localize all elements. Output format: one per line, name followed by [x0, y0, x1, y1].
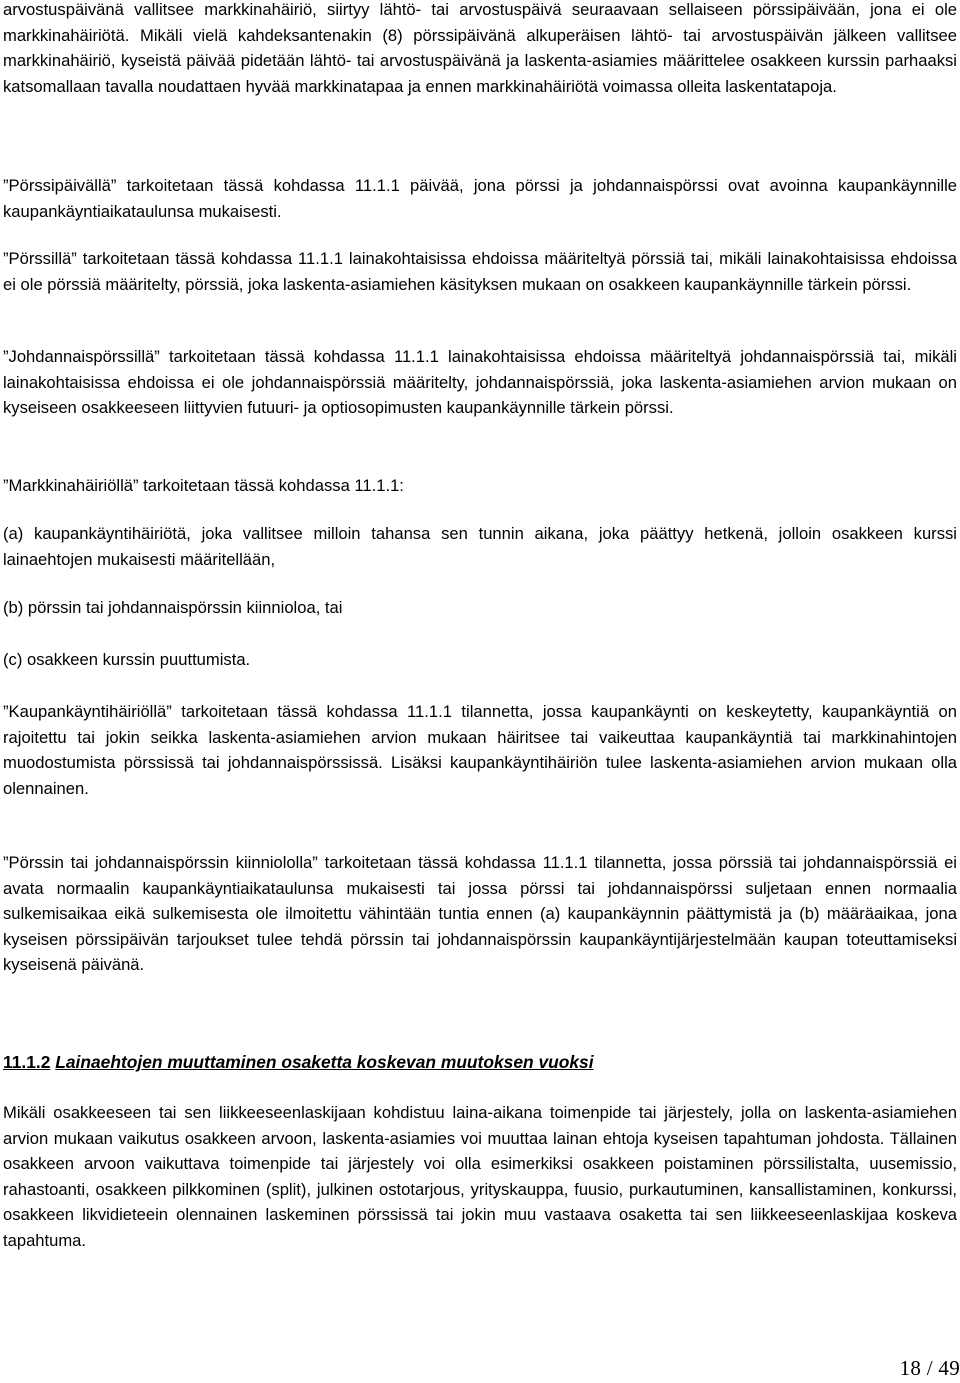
paragraph-exchange-closure-definition: ”Pörssin tai johdannaispörssin kiinniololla” tarkoitetaan tässä kohdassa 11.1.1 tilannetta, jossa pörssiä tai johdannaispörssiä ei avata normaalin kaupankäyntiaikataulunsa mukaisesti tai jossa pörssi tai johdannaispörssi suljetaan ennen normaalia sulkemisaikaa eikä sulkemisesta ole ilmoitettu vähintään tuntia ennen (a) kaupankäynnin päättymistä ja (b) määräaikaa, jona kyseisen pörssipäivän tarjoukset tulee tehdä pörssin tai johdannaispörssin kaupankäyntijärjestelmään kaupan toteuttamiseksi kyseisenä päivänä. — [3, 853, 957, 975]
paragraph-exchange-definition: ”Pörssillä” tarkoitetaan tässä kohdassa 11.1.1 lainakohtaisissa ehdoissa määriteltyä pörssiä tai, mikäli lainakohtaisissa ehdoissa ei ole pörssiä määritelty, pörssiä, joka laskenta-asiamiehen käsityksen mukaan on osakkeen kaupankäynnille tärkein pörssi. — [3, 249, 957, 294]
paragraph-derivatives-exchange-definition: ”Johdannaispörssillä” tarkoitetaan tässä kohdassa 11.1.1 lainakohtaisissa ehdoissa määriteltyä johdannaispörssiä tai, mikäli lainakohtaisissa ehdoissa ei ole johdannaispörssiä määritelty, johdannaispörssiä, joka laskenta-asiamiehen arvion mukaan on kyseiseen osakkeeseen liittyvien futuuri- ja optiosopimusten kaupankäynnille tärkein pörssi. — [3, 347, 957, 418]
paragraph-market-disruption-intro: arvostuspäivänä vallitsee markkinahäiriö, siirtyy lähtö- tai arvostuspäivä seuraavaan sellaiseen pörssipäivään, jona ei ole markkinahäiriötä. Mikäli vielä kahdeksantenakin (8) pörssipäivänä alkuperäisen lähtö- tai arvostuspäivän jälkeen vallitsee markkinahäiriö, kyseistä päivää pidetään lähtö- tai arvostuspäivänä ja laskenta-asiamies määrittelee osakkeen kurssin parhaaksi katsomallaan tavalla noudattaen hyvää markkinatapaa ja ennen markkinahäiriötä voimassa olleita laskentatapoja. — [3, 0, 957, 96]
section-number: 11.1.2 — [3, 1052, 51, 1072]
list-item-b: (b) pörssin tai johdannaispörssin kiinnioloa, tai — [3, 598, 343, 617]
paragraph-trading-disruption-definition: ”Kaupankäyntihäiriöllä” tarkoitetaan tässä kohdassa 11.1.1 tilannetta, jossa kaupankäynti on keskeytetty, kaupankäyntiä on rajoitettu tai jokin seikka laskenta-asiamiehen arvion mukaan häiritsee tai vaikeuttaa kaupankäyntiä tai markkinahintojen muodostumista pörssissä tai johdannaispörssissä. Lisäksi kaupankäyntihäiriön tulee laskenta-asiamiehen arvion mukaan olla olennainen. — [3, 702, 957, 798]
paragraph-exchange-day-definition: ”Pörssipäivällä” tarkoitetaan tässä kohdassa 11.1.1 päivää, jona pörssi ja johdannaispörssi ovat avoinna kaupankäynnille kaupankäyntiaikataulunsa mukaisesti. — [3, 176, 957, 221]
section-title: Lainaehtojen muuttaminen osaketta koskevan muutoksen vuoksi — [55, 1052, 594, 1072]
section-heading — [3, 1050, 594, 1074]
paragraph-market-disruption-definition: ”Markkinahäiriöllä” tarkoitetaan tässä kohdassa 11.1.1: — [3, 476, 404, 495]
list-item-c: (c) osakkeen kurssin puuttumista. — [3, 650, 251, 669]
page-number: 18 / 49 — [899, 1356, 960, 1380]
list-item-a: (a) kaupankäyntihäiriötä, joka vallitsee milloin tahansa sen tunnin aikana, joka päättyy hetkenä, jolloin osakkeen kurssi lainaehtojen mukaisesti määritellään, — [3, 524, 957, 569]
paragraph-terms-modification: Mikäli osakkeeseen tai sen liikkeeseenlaskijaan kohdistuu laina-aikana toimenpide tai järjestely, jolla on laskenta-asiamiehen arvion mukaan vaikutus osakkeen arvoon, laskenta-asiamies voi muuttaa lainan ehtoja kyseisen tapahtuman johdosta. Tällainen osakkeen arvoon vaikuttava toimenpide tai järjestely voi olla esimerkiksi osakkeen poistaminen pörssilistalta, uusemissio, rahastoanti, osakkeen pilkkominen (split), julkinen ostotarjous, yrityskauppa, fuusio, purkautuminen, kansallistaminen, konkurssi, osakkeen likvidieteein olennainen laskeminen pörssissä tai jokin muu vastaava osaketta tai sen liikkeeseenlaskijaa koskeva tapahtuma. — [3, 1103, 957, 1250]
